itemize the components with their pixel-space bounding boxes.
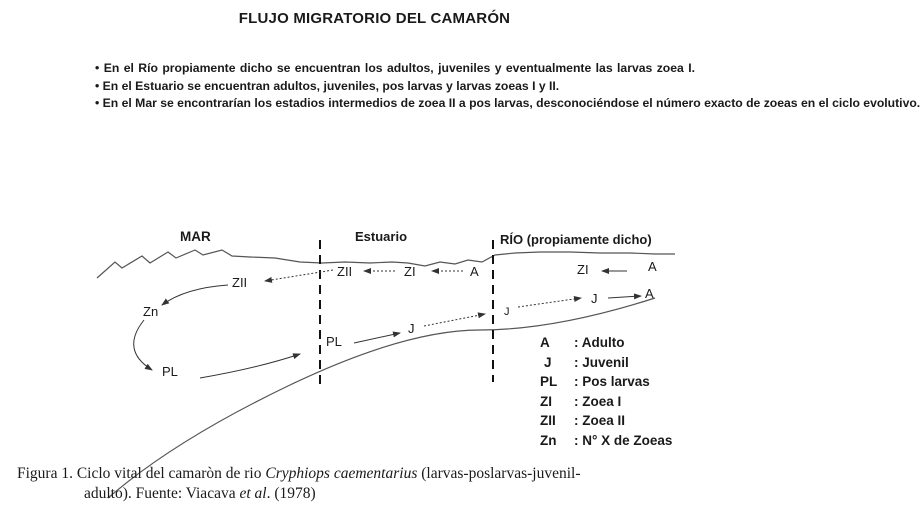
zone-label-estuario: Estuario xyxy=(355,229,408,244)
figure-caption xyxy=(17,464,737,504)
caption-species: Cryphiops caementarius xyxy=(265,465,418,482)
stage-label-zi-estuario: ZI xyxy=(404,264,416,279)
bullet-estuario: • En el Estuario se encuentran adultos, juveniles, pos larvas y larvas zoeas I y II. xyxy=(95,78,560,93)
arrow-zii-estuario-zii-mar xyxy=(265,270,333,281)
bullet-rio: • En el Río propiamente dicho se encuentran los adultos, juveniles y eventualmente las larvas zoea I. xyxy=(95,61,695,75)
caption-line-2: adulto). Fuente: Viacava et al. (1978) xyxy=(84,485,316,502)
caption-etal: et al xyxy=(239,485,267,502)
legend-item: PL : Pos larvas xyxy=(540,374,650,389)
arrow-j-rio-a-rio xyxy=(608,296,641,298)
arrow-zn-pl xyxy=(134,320,152,370)
legend-item: J : Juvenil xyxy=(544,354,629,370)
legend-item: Zn : N° X de Zoeas xyxy=(540,432,673,448)
arrow-j-estuario-j-boundary xyxy=(424,314,485,326)
stage-label-zii-mar: ZII xyxy=(232,275,248,290)
legend-item: ZI : Zoea I xyxy=(540,393,622,409)
caption-middle: (larvas-poslarvas-juvenil- xyxy=(417,465,581,482)
stage-label-j-boundary: J xyxy=(504,306,510,318)
zone-label-mar: MAR xyxy=(180,229,211,244)
bullet-mar: • En el Mar se encontrarían los estadios intermedios de zoea II a pos larvas, desconociéndose el número exacto de zoeas en el ciclo evolutivo. xyxy=(95,96,920,110)
stage-label-zi-rio: ZI xyxy=(577,262,589,277)
stage-label-a-rio-top: A xyxy=(648,259,657,274)
caption-prefix: Figura 1. Ciclo vital del camaròn de rio xyxy=(17,465,266,482)
legend-item: ZII : Zoea II xyxy=(540,413,626,428)
stage-label-a-rio-bottom: A xyxy=(645,286,654,301)
arrow-zii-zn xyxy=(162,285,228,305)
arrow-pl-j-estuario xyxy=(354,333,400,343)
stage-label-pl-estuario: PL xyxy=(326,334,342,349)
stage-label-j-rio: J xyxy=(591,291,598,306)
stage-label-j-estuario: J xyxy=(408,321,415,336)
legend-item: A : Adulto xyxy=(540,335,625,350)
arrow-pl-mar-pl-estuario xyxy=(200,354,300,378)
stage-label-a-estuario: A xyxy=(470,264,479,279)
figure-title: FLUJO MIGRATORIO DEL CAMARÓN xyxy=(238,10,511,27)
stage-label-zii-estuario: ZII xyxy=(337,264,353,279)
stage-label-zn: Zn xyxy=(143,304,159,319)
arrow-j-boundary-j-rio xyxy=(518,298,581,307)
stage-label-pl-mar: PL xyxy=(162,364,178,379)
legend xyxy=(540,333,672,450)
zone-label-rio: RÍO (propiamente dicho) xyxy=(500,232,652,247)
